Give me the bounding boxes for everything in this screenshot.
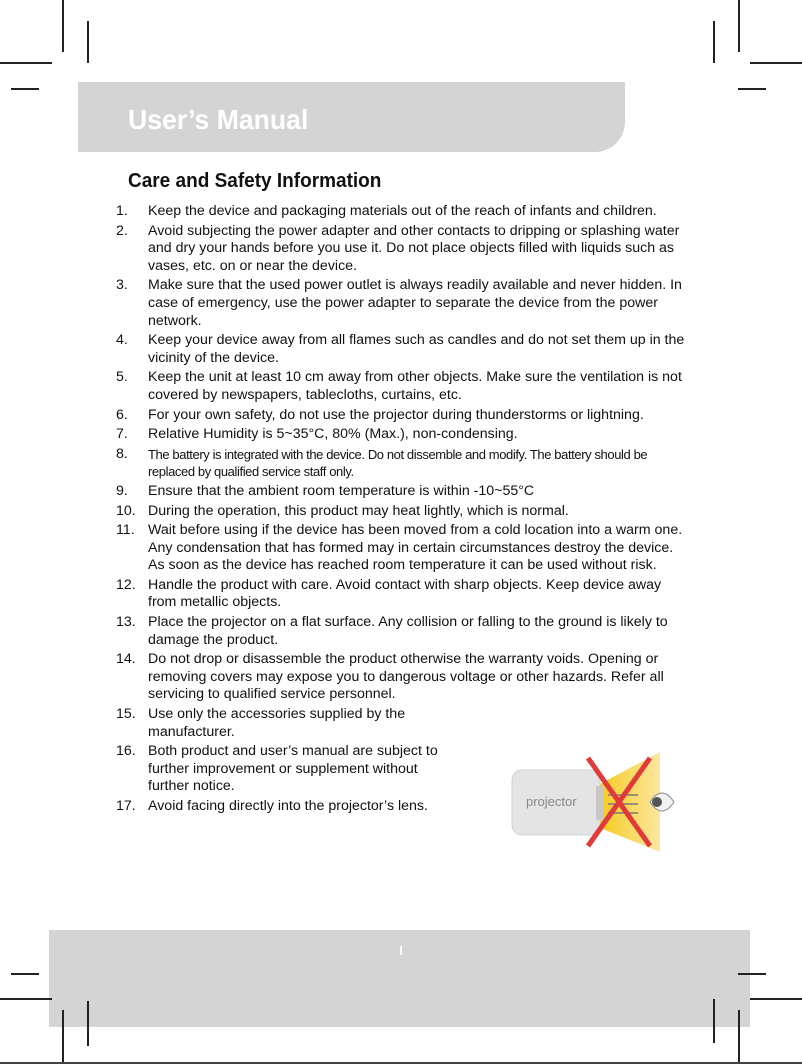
crop-mark (62, 0, 64, 52)
item-number: 12. (116, 576, 136, 593)
crop-mark (11, 88, 39, 90)
projector-lens-icon (596, 786, 604, 820)
item-number: 5. (116, 369, 128, 386)
crop-mark (87, 1001, 89, 1046)
item-text: Keep the unit at least 10 cm away from other objects. Make sure the ventilation is not covered by newspapers, tablecloths, curtains, etc. (148, 369, 682, 403)
list-item (116, 407, 686, 425)
item-text: The battery is integrated with the device. Do not dissemble and modify. The battery should be replaced by qualified service staff only. (148, 446, 648, 480)
list-item (116, 483, 686, 501)
list-item (116, 651, 686, 704)
item-text: Place the projector on a flat surface. Any collision or falling to the ground is likely to damage the product. (148, 614, 668, 648)
item-number: 1. (116, 203, 128, 219)
crop-mark (62, 1010, 64, 1064)
manual-title: User’s Manual (128, 104, 309, 135)
crop-mark (11, 973, 39, 975)
list-item (116, 614, 686, 649)
projector-warning-illustration (490, 740, 690, 865)
item-number: 4. (116, 332, 128, 349)
item-number: 10. (116, 502, 136, 519)
section-title: Care and Safety Information (128, 170, 382, 192)
list-item (116, 446, 686, 481)
item-number: 8. (116, 445, 128, 462)
list-item (116, 426, 686, 444)
item-number: 6. (116, 406, 128, 423)
item-text: For your own safety, do not use the projector during thunderstorms or lightning. (148, 406, 644, 423)
item-number: 13. (116, 614, 136, 631)
item-number: 14. (116, 651, 136, 668)
page-number: I (399, 943, 403, 958)
list-item (116, 503, 686, 521)
item-text: Wait before using if the device has been moved from a cold location into a warm one. Any condensation that has formed may in certain circumstances destroy the device. As soon as the device has reached room temperature it can be used without risk. (148, 522, 683, 574)
item-number: 17. (116, 798, 136, 814)
item-text: Make sure that the used power outlet is always readily available and never hidden. In case of emergency, use the power adapter to separate the device from the power network. (148, 277, 682, 329)
item-number: 15. (116, 706, 136, 723)
projector-label: projector (526, 794, 577, 809)
crop-mark (713, 999, 715, 1043)
safety-list (116, 203, 686, 818)
list-item (116, 577, 686, 612)
item-text: Keep your device away from all flames such as candles and do not set them up in the vicinity of the device. (148, 332, 685, 366)
list-item (116, 332, 686, 367)
list-item (116, 277, 686, 330)
crop-mark (738, 973, 766, 975)
crop-mark (738, 0, 740, 52)
crop-mark (738, 88, 766, 90)
list-item (116, 522, 686, 575)
item-text: Avoid subjecting the power adapter and other contacts to dripping or splashing water and dry your hands before you use it. Do not place objects filled with liquids such as vases, etc. on or near the device. (148, 222, 680, 274)
item-number: 9. (116, 482, 128, 499)
item-text: Ensure that the ambient room temperature is within -10~55°C (148, 482, 535, 499)
item-number: 2. (116, 222, 128, 239)
crop-mark (87, 21, 89, 63)
list-item (116, 706, 686, 741)
crop-mark (750, 998, 802, 1000)
item-number: 11. (116, 522, 135, 539)
crop-mark (750, 62, 802, 64)
crop-mark (738, 1010, 740, 1064)
list-item (116, 223, 686, 276)
item-text: Both product and user’s manual are subject to further improvement or supplement without further notice. (148, 743, 438, 795)
crop-mark (0, 998, 52, 1000)
item-text: Handle the product with care. Avoid contact with sharp objects. Keep device away from metallic objects. (148, 576, 662, 611)
item-text: Avoid facing directly into the projector’s lens. (148, 798, 428, 814)
item-text: Relative Humidity is 5~35°C, 80% (Max.), non-condensing. (148, 426, 518, 443)
crop-mark (0, 62, 52, 64)
list-item (116, 369, 686, 404)
crop-mark (713, 21, 715, 63)
item-number: 3. (116, 277, 128, 294)
item-text: Use only the accessories supplied by the manufacturer. (148, 706, 406, 740)
item-text: Do not drop or disassemble the product otherwise the warranty voids. Opening or removing covers may expose you to dangerous voltage or other hazards. Refer all servicing to qualified service personnel. (148, 651, 664, 703)
item-text: Keep the device and packaging materials out of the reach of infants and children. (148, 203, 657, 219)
item-number: 16. (116, 743, 136, 760)
item-text: During the operation, this product may heat lightly, which is normal. (148, 502, 569, 519)
list-item (116, 203, 686, 221)
item-number: 7. (116, 426, 128, 443)
